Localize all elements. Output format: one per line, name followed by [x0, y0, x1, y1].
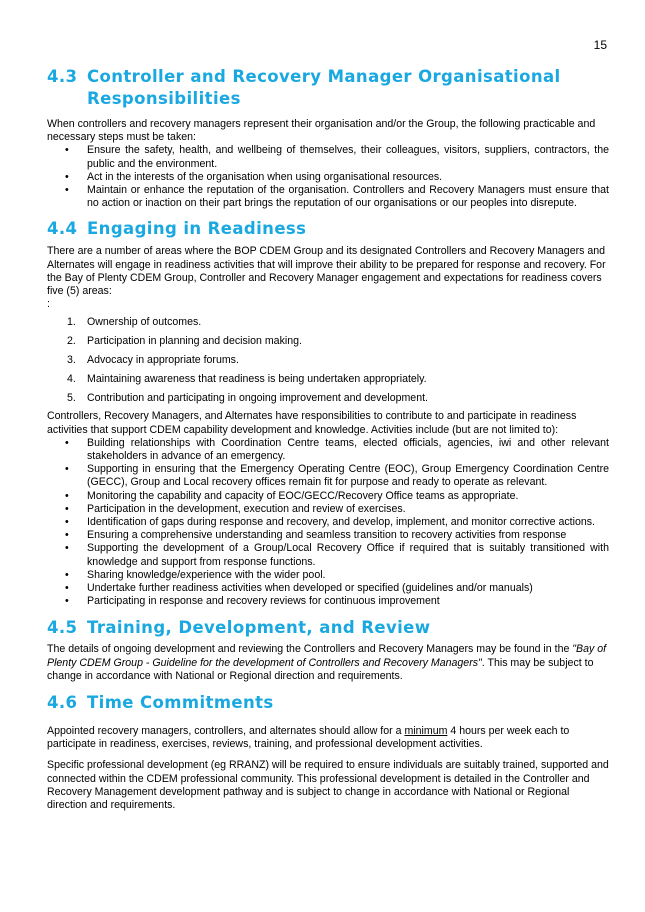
section-number: 4.6 [47, 693, 78, 713]
section-title-line-1: Controller and Recovery Manager Organisational [87, 67, 561, 86]
list-item: • Ensure the safety, health, and wellbeing of themselves, their colleagues, visitors, suppliers, contractors, the public and the environment. [47, 144, 609, 170]
section-heading-4-3 [47, 66, 609, 110]
section-heading-4-4 [47, 218, 609, 240]
list-item: • Ensuring a comprehensive understanding and seamless transition to recovery activities from response [47, 529, 609, 542]
list-number: 3. [67, 354, 76, 367]
section-4-3-bullet-list [47, 144, 609, 210]
text-run: Appointed recovery managers, controllers, and alternates should allow for a [47, 725, 405, 738]
section-heading-4-6 [47, 692, 609, 714]
stray-colon: : [47, 298, 50, 311]
section-title-line-2: Responsibilities [87, 89, 241, 108]
list-item: • Act in the interests of the organisation when using organisational resources. [47, 171, 609, 184]
activities-bullet-list [47, 437, 609, 609]
list-number: 1. [67, 316, 76, 329]
page-number: 15 [593, 38, 607, 52]
list-item: • Identification of gaps during response and recovery, and develop, implement, and monitor corrective actions. [47, 516, 609, 529]
underlined-word: minimum [404, 725, 448, 738]
list-text: Participation in planning and decision making. [87, 335, 302, 348]
section-4-4-intro: There are a number of areas where the BOP CDEM Group and its designated Controllers and Recovery Managers and Alternates will engage in readiness activities that will improve their ability to be prepared for response and recovery. For the Bay of Plenty CDEM Group, Controller and Recovery Manager engagement and expectations for readiness covers five (5) areas: [47, 245, 606, 298]
readiness-areas-list [47, 316, 609, 404]
time-commitment-paragraph [47, 725, 609, 751]
list-item: • Supporting in ensuring that the Emergency Operating Centre (EOC), Group Emergency Coordination Centre (GECC), Group and Local recovery offices remain fit for purpose and ready to operate as relevant. [47, 463, 609, 489]
list-item: • Building relationships with Coordination Centre teams, elected officials, agencies, iwi and other relevant stakeholders in advance of an emergency. [47, 437, 609, 463]
list-item: • Sharing knowledge/experience with the wider pool. [47, 569, 609, 582]
section-number: 4.4 [47, 219, 78, 239]
list-text: Advocacy in appropriate forums. [87, 354, 239, 367]
list-item [47, 354, 609, 367]
list-number: 4. [67, 372, 76, 385]
list-item: • Undertake further readiness activities when developed or specified (guidelines and/or manuals) [47, 582, 609, 595]
list-item [47, 392, 609, 405]
list-item [47, 335, 609, 348]
list-item [47, 373, 609, 386]
list-item: • Monitoring the capability and capacity of EOC/GECC/Recovery Office teams as appropriate. [47, 490, 609, 503]
professional-development-paragraph: Specific professional development (eg RRANZ) will be required to ensure individuals are suitably trained, supported and connected within the CDEM professional community. This professional development is detailed in the Controller and Recovery Management development pathway and is subject to change in accordance with National or Regional direction and requirements. [47, 759, 609, 812]
list-text: Maintaining awareness that readiness is being undertaken appropriately. [87, 372, 427, 385]
text-run: The details of ongoing development and reviewing the Controllers and Recovery Managers may be found in the [47, 643, 573, 656]
section-title: Training, Development, and Review [87, 618, 431, 638]
list-item: • Maintain or enhance the reputation of the organisation. Controllers and Recovery Managers must ensure that no action or inaction on their part brings the reputation of our organisations or our peoples into disrepute. [47, 184, 609, 210]
section-number: 4.5 [47, 618, 78, 638]
list-text: Contribution and participating in ongoing improvement and development. [87, 391, 428, 404]
activities-intro: Controllers, Recovery Managers, and Alternates have responsibilities to contribute to and participate in readiness activities that support CDEM capability development and knowledge. Activities include (but are not limited to): [47, 410, 577, 436]
text-run: . This may be subject to change in accordance with National or Regional direction and requirements. [47, 656, 594, 682]
list-item [47, 316, 609, 329]
list-number: 5. [67, 391, 76, 404]
list-text: Ownership of outcomes. [87, 316, 202, 329]
section-number: 4.3 [47, 67, 78, 86]
section-title: Time Commitments [87, 693, 274, 713]
guideline-title: "Bay of Plenty CDEM Group - Guideline for the development of Controllers and Recovery Managers" [47, 643, 607, 669]
section-heading-4-5 [47, 617, 609, 639]
list-item: • Supporting the development of a Group/Local Recovery Office if required that is suitably transitioned with knowledge and support from response functions. [47, 542, 609, 568]
text-run: 4 hours per week each to participate in readiness, exercises, reviews, training, and professional development activities. [47, 725, 570, 751]
page-content [47, 66, 609, 812]
list-item: • Participating in response and recovery reviews for continuous improvement [47, 595, 609, 608]
list-item: • Participation in the development, execution and review of exercises. [47, 503, 609, 516]
section-4-5-text [47, 643, 609, 683]
section-4-3-intro: When controllers and recovery managers represent their organisation and/or the Group, the following practicable and necessary steps must be taken: [47, 118, 596, 144]
section-title: Engaging in Readiness [87, 219, 307, 239]
list-number: 2. [67, 335, 76, 348]
